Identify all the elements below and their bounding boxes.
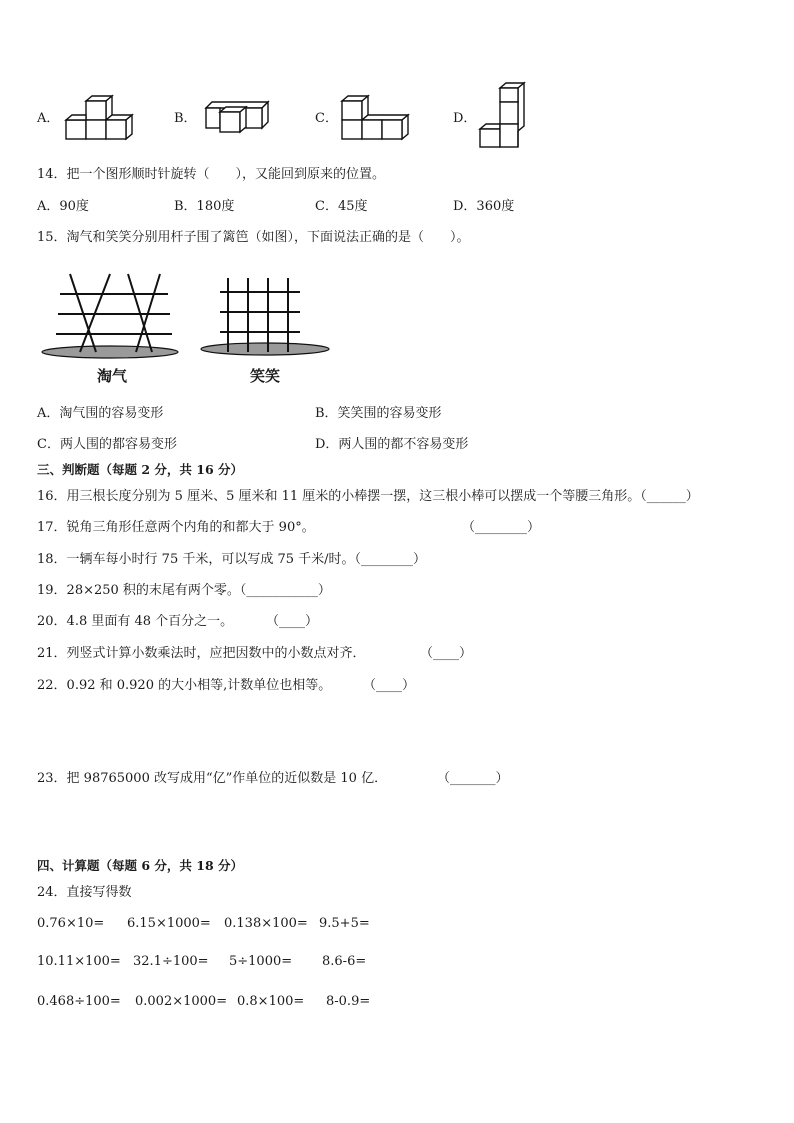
q22-answer-blank[interactable]: （____） xyxy=(363,678,416,693)
q13-option-d-label: D． xyxy=(453,111,477,126)
calc-item: 0.76×10= xyxy=(37,916,105,931)
q15-option-a: A．淘气围的容易变形 xyxy=(37,406,164,421)
calc-item: 0.8×100= xyxy=(237,994,305,1009)
q14-stem: 14．把一个图形顺时针旋转（ ），又能回到原来的位置。 xyxy=(37,167,386,182)
q23-answer-blank[interactable]: （_______） xyxy=(437,771,509,786)
calc-item: 10.11×100= xyxy=(37,954,121,969)
cube-stack-a-icon xyxy=(64,95,134,141)
q15-option-b: B．笑笑围的容易变形 xyxy=(315,406,442,421)
calc-item: 0.468÷100= xyxy=(37,994,121,1009)
q20-answer-blank[interactable]: （____） xyxy=(266,614,319,629)
xiaoxiao-fence-figure xyxy=(200,274,330,364)
q19-text: 19．28×250 积的末尾有两个零。（___________） xyxy=(37,583,331,598)
calc-item: 32.1÷100= xyxy=(133,954,209,969)
cube-stack-d-icon xyxy=(478,82,528,148)
calc-item: 0.138×100= xyxy=(224,916,308,931)
q24-stem: 24．直接写得数 xyxy=(37,885,132,900)
q17-text: 17．锐角三角形任意两个内角的和都大于 90°。 xyxy=(37,520,315,535)
xiaoxiao-caption: 笑笑 xyxy=(250,367,281,385)
q14-option-b: B．180度 xyxy=(174,199,235,214)
section3-title: 三、判断题（每题 2 分，共 16 分） xyxy=(37,462,244,477)
q13-option-a-label: A． xyxy=(37,111,60,126)
q15-option-c: C．两人围的都容易变形 xyxy=(37,437,177,452)
q13-option-b-label: B． xyxy=(174,111,197,126)
q15-option-d: D．两人围的都不容易变形 xyxy=(315,437,469,452)
q21-text: 21．列竖式计算小数乘法时，应把因数中的小数点对齐． xyxy=(37,646,366,661)
q23-text: 23．把 98765000 改写成用“亿”作单位的近似数是 10 亿． xyxy=(37,771,388,786)
calc-item: 6.15×1000= xyxy=(127,916,211,931)
q14-option-d: D．360度 xyxy=(453,199,515,214)
q14-option-a: A．90度 xyxy=(37,199,89,214)
q20-text: 20．4.8 里面有 48 个百分之一。 xyxy=(37,614,234,629)
q14-option-c: C．45度 xyxy=(315,199,368,214)
q16-text: 16．用三根长度分别为 5 厘米、5 厘米和 11 厘米的小棒摆一摆，这三根小棒可以摆成一个等腰三角形。（______） xyxy=(37,489,699,504)
calc-item: 8-0.9= xyxy=(326,994,371,1009)
cube-stack-b-icon xyxy=(202,100,270,134)
q22-text: 22．0.92 和 0.920 的大小相等,计数单位也相等。 xyxy=(37,678,332,693)
q13-option-c-label: C． xyxy=(315,111,338,126)
cube-stack-c-icon xyxy=(340,95,410,141)
q17-answer-blank[interactable]: （________） xyxy=(462,520,541,535)
q21-answer-blank[interactable]: （____） xyxy=(420,646,473,661)
taoqi-fence-figure xyxy=(40,268,180,364)
q18-text: 18．一辆车每小时行 75 千米，可以写成 75 千米/时。（________） xyxy=(37,552,427,567)
q15-stem: 15．淘气和笑笑分别用杆子围了篱笆（如图），下面说法正确的是（ ）。 xyxy=(37,230,470,245)
section4-title: 四、计算题（每题 6 分，共 18 分） xyxy=(37,858,244,873)
calc-item: 0.002×1000= xyxy=(135,994,228,1009)
calc-item: 9.5+5= xyxy=(319,916,370,931)
taoqi-caption: 淘气 xyxy=(97,367,128,385)
calc-item: 8.6-6= xyxy=(322,954,367,969)
calc-item: 5÷1000= xyxy=(229,954,293,969)
